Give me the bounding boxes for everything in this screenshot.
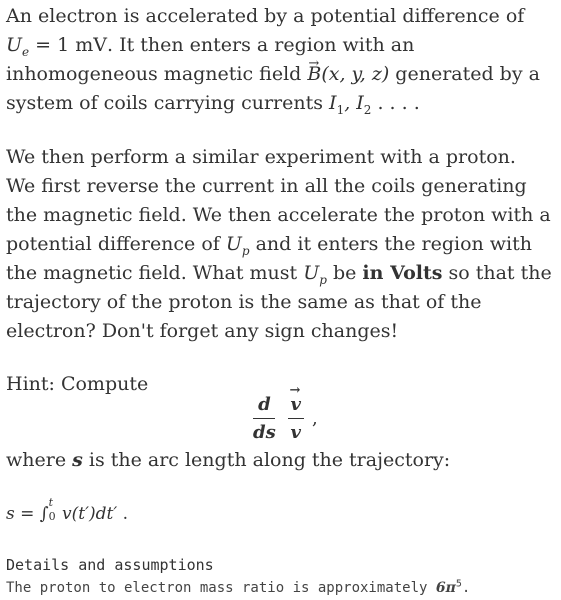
text: generated by a xyxy=(389,63,540,85)
subscript-2: 2 xyxy=(363,102,372,117)
field-args: (x, y, z) xyxy=(321,63,390,85)
ellipsis: . . . . xyxy=(371,92,420,114)
text: be xyxy=(326,262,363,284)
text: Hint: Compute xyxy=(6,373,149,395)
text-line xyxy=(6,2,558,31)
arc-length-formula xyxy=(6,496,128,524)
text-line xyxy=(6,31,558,60)
text-line xyxy=(6,201,558,230)
text: An electron is accelerated by a potential difference of xyxy=(6,5,525,27)
integral-limits: t 0 xyxy=(48,496,56,523)
symbol-U: U xyxy=(225,233,242,255)
symbol-I: , I xyxy=(344,92,364,114)
fraction-bar xyxy=(288,418,304,419)
text: system of coils carrying currents xyxy=(6,92,330,114)
period: . xyxy=(461,580,471,596)
text: is the arc length along the trajectory: xyxy=(82,449,451,471)
text-line xyxy=(6,143,558,172)
text-line xyxy=(6,317,558,346)
hint-where xyxy=(6,446,558,475)
bold-units: in Volts xyxy=(362,262,443,284)
subscript-1: 1 xyxy=(336,102,345,117)
paragraph-electron xyxy=(6,2,558,118)
text: potential difference of xyxy=(6,233,226,255)
text-line xyxy=(6,60,558,89)
subscript-p: p xyxy=(241,243,250,258)
text-line xyxy=(6,172,558,201)
vector-v: → v xyxy=(289,394,303,415)
text: We then perform a similar experiment with a proton. xyxy=(6,146,516,168)
details-text xyxy=(6,580,470,596)
mass-ratio: 6π xyxy=(435,580,456,596)
denominator: v xyxy=(290,422,301,443)
text: inhomogeneous magnetic field xyxy=(6,63,308,85)
subscript-p: p xyxy=(319,272,327,287)
text: and it enters the region with xyxy=(249,233,533,255)
hint-formula xyxy=(253,394,304,443)
text: electron? Don't forget any sign changes! xyxy=(6,320,399,342)
text-line xyxy=(6,89,558,118)
symbol-U: U xyxy=(6,34,23,56)
numerator: d xyxy=(258,394,271,415)
text: We first reverse the current in all the coils generating xyxy=(6,175,527,197)
text: the magnetic field. What must xyxy=(6,262,304,284)
text-line xyxy=(6,288,558,317)
symbol-U: U xyxy=(303,262,320,284)
fraction-d-ds xyxy=(253,394,276,443)
fraction-bar xyxy=(253,418,275,419)
paragraph-proton xyxy=(6,143,558,346)
text: . It then enters a region with an xyxy=(107,34,415,56)
subscript-e: e xyxy=(22,44,30,59)
text: where xyxy=(6,449,73,471)
text: The proton to electron mass ratio is approximately xyxy=(6,580,436,596)
text: so that the xyxy=(442,262,552,284)
text-line xyxy=(6,259,558,288)
exponent: 5 xyxy=(455,578,462,590)
text: trajectory of the proton is the same as that of the xyxy=(6,291,482,313)
voltage-value: = 1 mV xyxy=(29,34,107,56)
denominator: ds xyxy=(253,422,276,443)
comma: , xyxy=(312,408,318,429)
period: . xyxy=(117,504,128,524)
integrand: v(t′)dt′ xyxy=(56,504,118,524)
details-heading: Details and assumptions xyxy=(6,556,214,574)
integral-sign: s = ∫ xyxy=(6,504,49,524)
vector-B: → B xyxy=(307,60,321,89)
fraction-v-v xyxy=(288,394,304,443)
text: the magnetic field. We then accelerate the proton with a xyxy=(6,204,551,226)
symbol-I: I xyxy=(329,92,337,114)
symbol-s: s xyxy=(72,449,83,471)
text-line xyxy=(6,230,558,259)
